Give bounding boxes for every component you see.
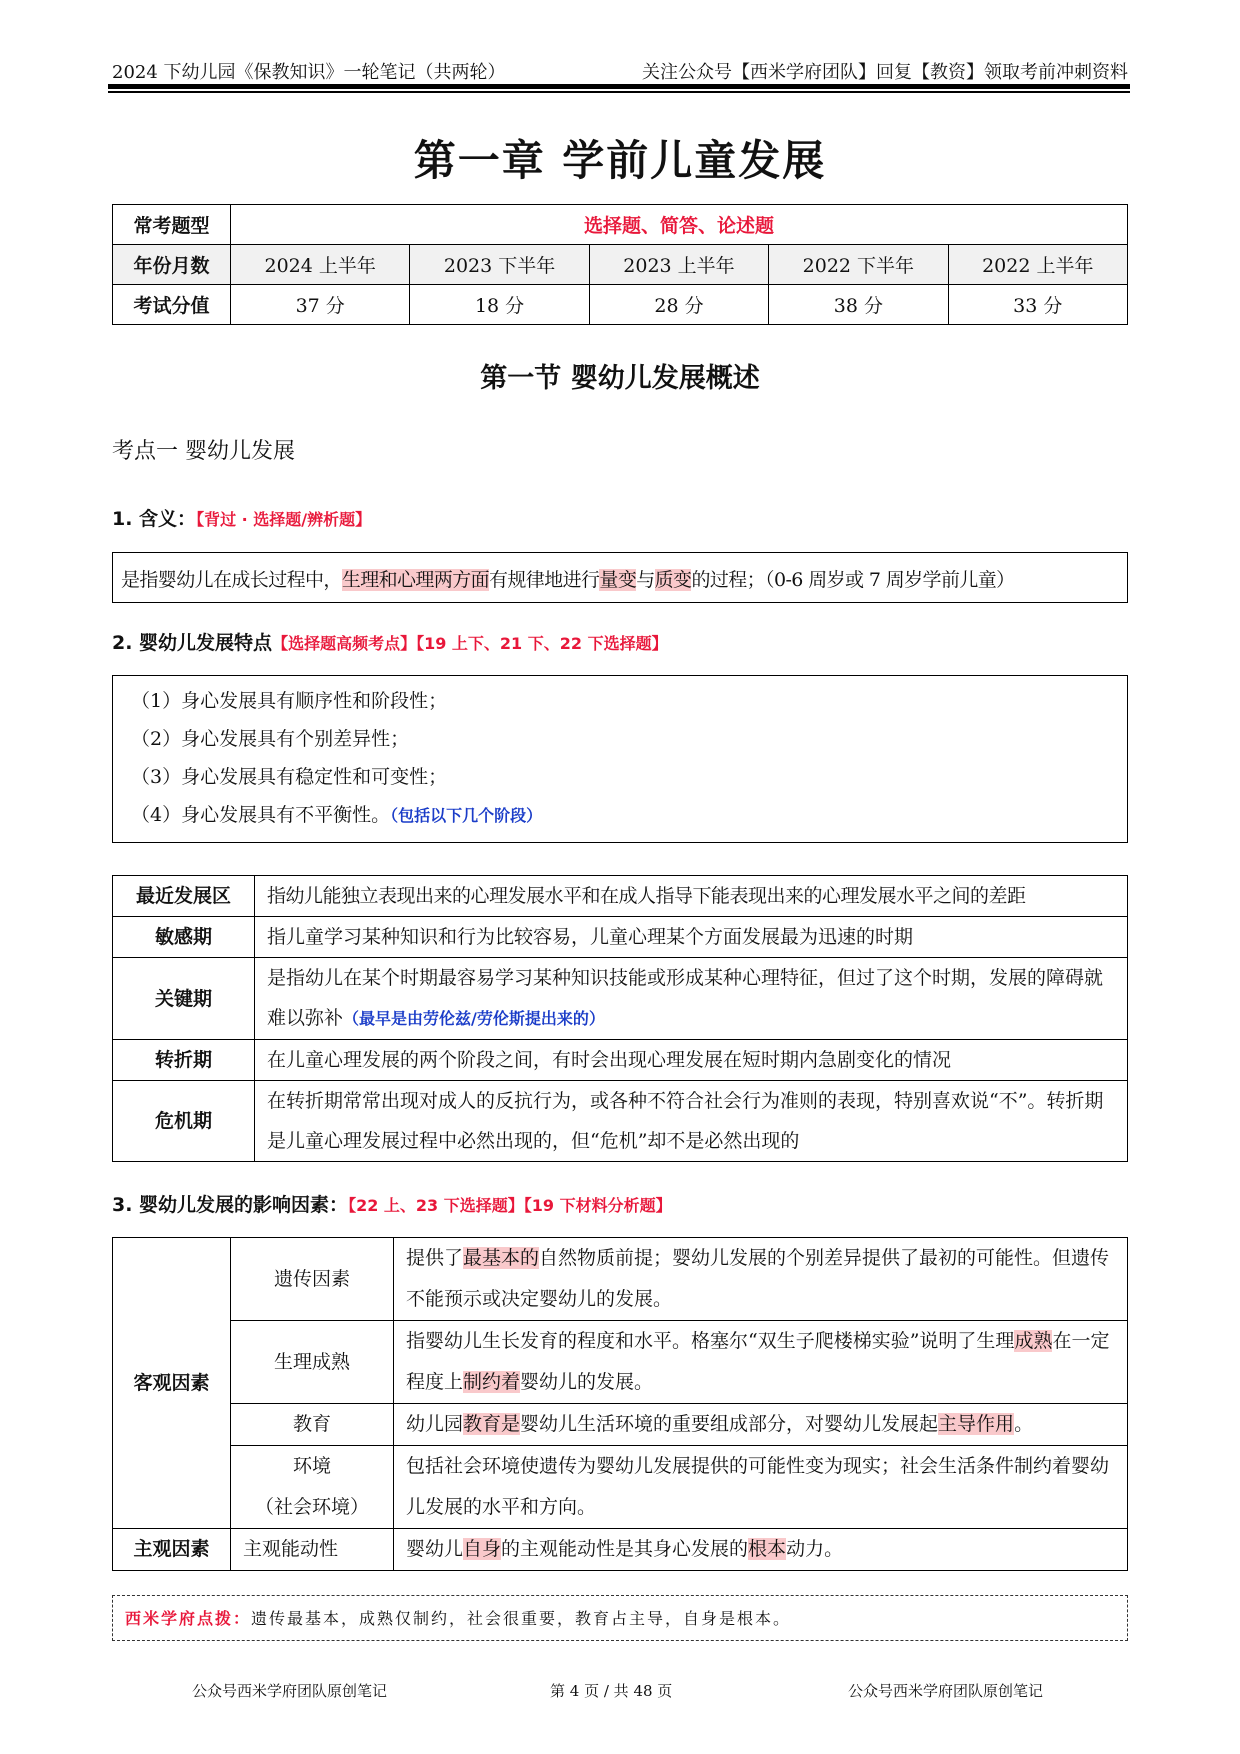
row-label: 年份月数: [113, 245, 231, 285]
feature-item: （3）身心发展具有稳定性和可变性；: [131, 766, 448, 788]
subjective-label: 主观因素: [113, 1529, 231, 1571]
definition-heading: 1. 含义：: [112, 508, 197, 530]
factor-text: 提供了: [406, 1247, 464, 1269]
factor-name-text: 环境: [292, 1455, 331, 1477]
factor-desc: [394, 1404, 1128, 1446]
factor-text: 动力。: [786, 1538, 844, 1560]
factor-text: 婴幼儿生活环境的重要组成部分，对婴幼儿发展起: [520, 1413, 939, 1435]
feature-note: （包括以下几个阶段）: [390, 806, 543, 825]
factors-tag: 【22 上、23 下选择题】: [348, 1196, 524, 1215]
factor-text: 婴幼儿: [406, 1538, 464, 1560]
period-term: 敏感期: [113, 917, 255, 958]
factor-name: [231, 1446, 394, 1529]
exam-summary-table: [112, 204, 1128, 325]
highlight: 教育是: [463, 1413, 521, 1435]
highlight: 生理和心理两方面: [341, 569, 490, 591]
year-cell: 2022 上半年: [948, 245, 1127, 285]
factor-name: 教育: [231, 1404, 394, 1446]
year-cell: 2023 上半年: [589, 245, 768, 285]
score-cell: 37 分: [231, 285, 410, 325]
factor-text: 自然物质前提；婴幼儿发展的个别差异提供了最初的可能性。但遗传不能预示或决定婴幼儿的发展。: [406, 1247, 1110, 1310]
period-desc: 指儿童学习某种知识和行为比较容易，儿童心理某个方面发展最为迅速的时期: [255, 917, 1128, 958]
factor-desc: [394, 1529, 1128, 1571]
period-term: 最近发展区: [113, 876, 255, 917]
score-cell: 28 分: [589, 285, 768, 325]
period-note: （最早是由劳伦兹/劳伦斯提出来的）: [343, 1009, 605, 1028]
highlight: 制约着: [463, 1371, 521, 1393]
factor-name: 主观能动性: [231, 1529, 394, 1571]
row-label: 考试分值: [113, 285, 231, 325]
factor-desc: [394, 1238, 1128, 1321]
factor-name: 生理成熟: [231, 1321, 394, 1404]
header-left: 2024 下幼儿园《保教知识》一轮笔记（共两轮）: [112, 62, 506, 83]
year-cell: 2022 下半年: [769, 245, 948, 285]
features-tag: 【选择题高频考点】: [272, 634, 417, 653]
chapter-title: 第一章 学前儿童发展: [413, 136, 827, 185]
period-desc: [255, 958, 1128, 1040]
tip-box: [112, 1595, 1128, 1641]
definition-box: [112, 552, 1128, 603]
highlight: 质变: [654, 569, 692, 591]
factor-text: 在一定程度上: [406, 1330, 1110, 1393]
footer-left: 公众号西米学府团队原创笔记: [192, 1682, 388, 1700]
factor-text: 指婴幼儿生长发育的程度和水平。格塞尔“双生子爬楼梯实验”说明了生理: [406, 1330, 1015, 1352]
score-cell: 18 分: [410, 285, 589, 325]
period-desc: 在转折期常常出现对成人的反抗行为，或各种不符合社会行为准则的表现，特别喜欢说“不”。转折期是儿童心理发展过程中必然出现的，但“危机”却不是必然出现的: [255, 1081, 1128, 1162]
definition-text: 的过程；（0-6 周岁或 7 周岁学前儿童）: [691, 569, 1015, 591]
year-cell: 2023 下半年: [410, 245, 589, 285]
footer-right: 公众号西米学府团队原创笔记: [848, 1682, 1044, 1700]
factor-name-sub: （社会环境）: [254, 1496, 369, 1518]
tip-text: 遗传最基本，成熟仅制约，社会很重要，教育占主导，自身是根本。: [251, 1609, 792, 1628]
score-cell: 38 分: [769, 285, 948, 325]
factor-text: 的主观能动性是其身心发展的: [501, 1538, 749, 1560]
factors-heading: 3. 婴幼儿发展的影响因素：: [112, 1194, 349, 1216]
feature-item: （2）身心发展具有个别差异性；: [131, 728, 410, 750]
highlight: 根本: [748, 1538, 787, 1560]
feature-text: （4）身心发展具有不平衡性。: [131, 804, 391, 826]
period-term: 危机期: [113, 1081, 255, 1162]
definition-text: 是指婴幼儿在成长过程中，: [121, 569, 342, 591]
score-cell: 33 分: [948, 285, 1127, 325]
header-right: 关注公众号【西米学府团队】回复【教资】领取考前冲刺资料: [642, 62, 1128, 83]
factors-table: [112, 1237, 1128, 1571]
highlight: 最基本的: [463, 1247, 540, 1269]
features-box: [112, 675, 1128, 843]
highlight: 自身: [463, 1538, 502, 1560]
factor-desc: [394, 1446, 1128, 1529]
definition-tag: 【背过 · 选择题/辨析题】: [196, 510, 372, 529]
highlight: 主导作用: [938, 1413, 1015, 1435]
features-tag: 【19 上下、21 下、22 下选择题】: [416, 634, 668, 653]
period-desc: 指幼儿能独立表现出来的心理发展水平和在成人指导下能表现出来的心理发展水平之间的差距: [255, 876, 1128, 917]
definition-text: 有规律地进行: [489, 569, 600, 591]
year-cell: 2024 上半年: [231, 245, 410, 285]
row-label: 常考题型: [113, 205, 231, 245]
header-rule: [108, 84, 1130, 89]
feature-item: [131, 796, 1109, 835]
period-term: 转折期: [113, 1040, 255, 1081]
factor-text: 婴幼儿的发展。: [520, 1371, 654, 1393]
objective-label: 客观因素: [113, 1238, 231, 1529]
highlight: 量变: [599, 569, 637, 591]
highlight: 成熟: [1014, 1330, 1053, 1352]
question-types: 选择题、简答、论述题: [231, 205, 1128, 245]
factor-text: 幼儿园: [406, 1413, 464, 1435]
factor-text: 。: [1014, 1413, 1034, 1435]
period-desc: 在儿童心理发展的两个阶段之间，有时会出现心理发展在短时期内急剧变化的情况: [255, 1040, 1128, 1081]
features-heading: 2. 婴幼儿发展特点: [112, 632, 273, 654]
definition-text: 与: [636, 569, 655, 591]
factors-tag: 【19 下材料分析题】: [523, 1196, 672, 1215]
tip-label: 西米学府点拨：: [125, 1609, 252, 1628]
factor-name: 遗传因素: [231, 1238, 394, 1321]
periods-table: [112, 875, 1128, 1162]
period-term: 关键期: [113, 958, 255, 1040]
header-rule-thin: [108, 91, 1130, 93]
point-title: 考点一 婴幼儿发展: [112, 439, 295, 464]
period-desc-text: 是指幼儿在某个时期最容易学习某种知识技能或形成某种心理特征，但过了这个时期，发展的障碍就难以弥补: [267, 967, 1104, 1029]
feature-item: （1）身心发展具有顺序性和阶段性；: [131, 690, 448, 712]
section-title: 第一节 婴幼儿发展概述: [480, 363, 760, 394]
factor-text: 包括社会环境使遗传为婴幼儿发展提供的可能性变为现实；社会生活条件制约着婴幼儿发展的水平和方向。: [406, 1455, 1110, 1518]
factor-desc: [394, 1321, 1128, 1404]
page-number: 第 4 页 / 共 48 页: [550, 1682, 673, 1700]
